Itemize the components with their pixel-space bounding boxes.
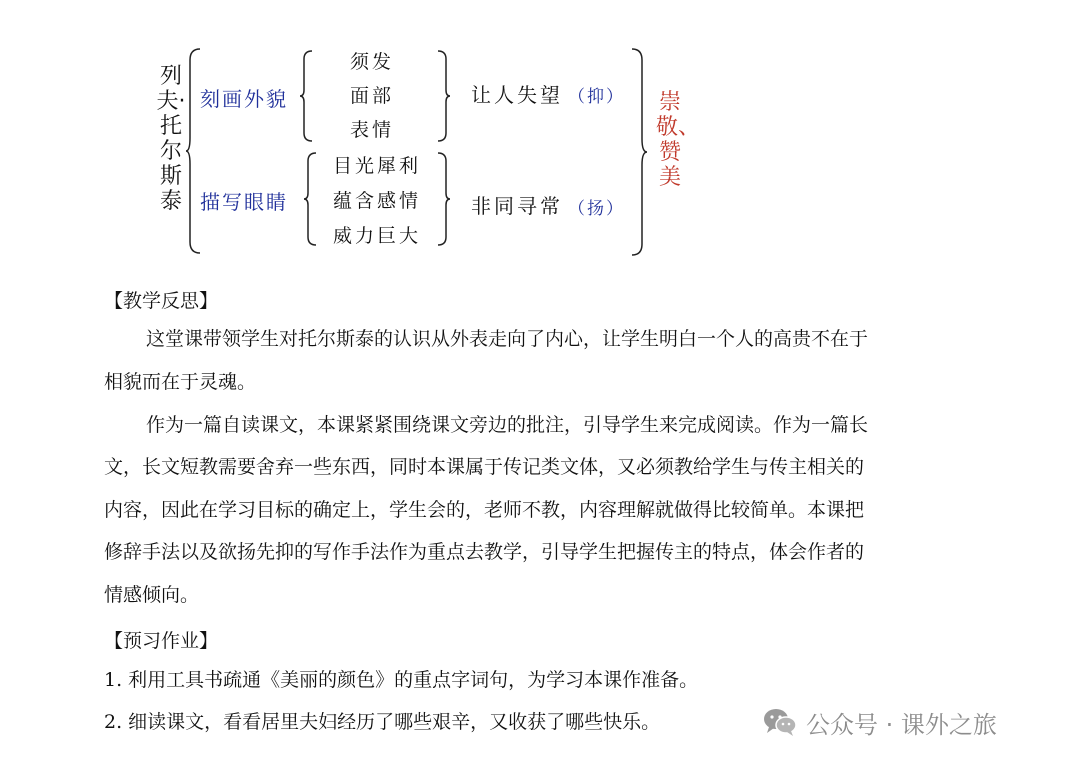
paragraph-line: 文，长文短教需要舍弃一些东西，同时本课属于传记类文体，又必须教给学生与传主相关的	[104, 456, 865, 478]
branch-brace-appearance	[300, 50, 314, 142]
reflection-heading: 【教学反思】	[104, 290, 219, 312]
list-item: 目光犀利	[333, 155, 422, 177]
branch-label-appearance: 刻画外貌	[200, 87, 288, 111]
wechat-icon	[762, 706, 798, 738]
paragraph-line: 情感倾向。	[104, 584, 200, 606]
branch-result-eyes: 非同寻常	[471, 194, 563, 218]
branch-brace-eyes	[304, 152, 318, 246]
paragraph-line: 这堂课带领学生对托尔斯泰的认识从外表走向了内心，让学生明白一个人的高贵不在于	[146, 328, 869, 350]
list-item: 蕴含感情	[333, 190, 422, 212]
branch-result-appearance: 让人失望	[471, 83, 563, 107]
list-item: 威力巨大	[333, 225, 422, 247]
diagram-title: 列夫·托尔斯泰	[156, 64, 186, 214]
homework-item: 1. 利用工具书疏通《美丽的颜色》的重点字词句，为学习本课作准备。	[104, 669, 699, 691]
watermark-text: 公众号 · 课外之旅	[806, 710, 997, 739]
paragraph-line: 作为一篇自读课文，本课紧紧围绕课文旁边的批注，引导学生来完成阅读。作为一篇长	[146, 414, 869, 436]
paragraph-line: 相貌而在于灵魂。	[104, 371, 257, 393]
branch-tag-eyes: （扬）	[568, 199, 625, 219]
branch-close-brace-eyes	[436, 152, 450, 246]
branch-close-brace-appearance	[436, 50, 450, 142]
main-brace	[186, 48, 202, 254]
branch-label-eyes: 描写眼睛	[200, 190, 288, 214]
diagram-conclusion: 崇敬、赞美	[656, 90, 701, 190]
paragraph-line: 内容，因此在学习目标的确定上，学生会的，老师不教，内容理解就做得比较简单。本课把	[104, 499, 865, 521]
homework-item: 2. 细读课文，看看居里夫妇经历了哪些艰辛，又收获了哪些快乐。	[104, 711, 661, 733]
paragraph-line: 修辞手法以及欲扬先抑的写作手法作为重点去教学，引导学生把握传主的特点，体会作者的	[104, 541, 865, 563]
list-item: 须发	[350, 51, 395, 73]
conclusion-brace	[630, 48, 648, 256]
branch-tag-appearance: （抑）	[568, 87, 625, 107]
list-item: 表情	[350, 119, 395, 141]
watermark	[762, 702, 997, 742]
homework-heading: 【预习作业】	[104, 630, 219, 652]
list-item: 面部	[350, 85, 395, 107]
